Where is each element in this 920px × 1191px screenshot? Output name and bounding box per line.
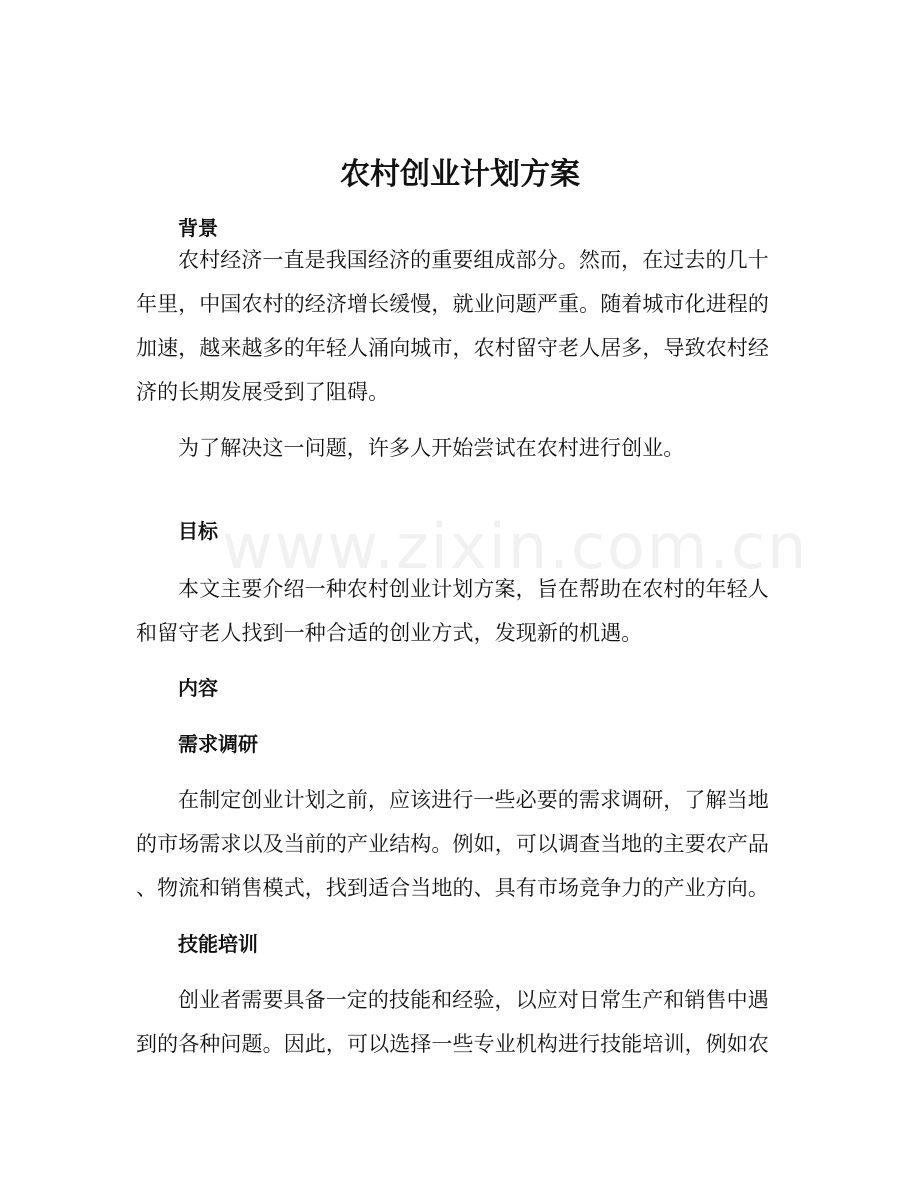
text-line: 的市场需求以及当前的产业结构。例如，可以调查当地的主要农产品 <box>136 832 769 856</box>
text-line: 在制定创业计划之前，应该进行一些必要的需求调研，了解当地 <box>178 788 769 812</box>
text-line: 到的各种问题。因此，可以选择一些专业机构进行技能培训，例如农 <box>136 1032 769 1056</box>
text-line: 、物流和销售模式，找到适合当地的、具有市场竞争力的产业方向。 <box>136 876 769 900</box>
paragraph-background-1 <box>136 238 776 414</box>
heading-content: 内容 <box>178 676 218 700</box>
heading-background: 背景 <box>178 216 218 240</box>
paragraph-training <box>136 978 776 1066</box>
text-line: 年里，中国农村的经济增长缓慢，就业问题严重。随着城市化进程的 <box>136 292 769 316</box>
heading-training: 技能培训 <box>178 932 258 956</box>
paragraph-background-2 <box>136 426 776 470</box>
text-line: 和留守老人找到一种合适的创业方式，发现新的机遇。 <box>136 621 643 645</box>
heading-research: 需求调研 <box>178 732 258 756</box>
text-line: 创业者需要具备一定的技能和经验，以应对日常生产和销售中遇 <box>178 988 769 1012</box>
text-line: 济的长期发展受到了阻碍。 <box>136 380 390 404</box>
paragraph-goal <box>136 567 776 655</box>
text-line: 本文主要介绍一种农村创业计划方案，旨在帮助在农村的年轻人 <box>178 577 769 601</box>
text-line: 为了解决这一问题，许多人开始尝试在农村进行创业。 <box>178 436 685 460</box>
text-line: 加速，越来越多的年轻人涌向城市，农村留守老人居多，导致农村经 <box>136 336 769 360</box>
text-line: 农村经济一直是我国经济的重要组成部分。然而，在过去的几十 <box>178 248 769 272</box>
watermark: www.zixin.com.cn <box>222 510 809 583</box>
paragraph-research <box>136 778 776 910</box>
document-title: 农村创业计划方案 <box>340 157 580 192</box>
heading-goal: 目标 <box>178 519 218 543</box>
